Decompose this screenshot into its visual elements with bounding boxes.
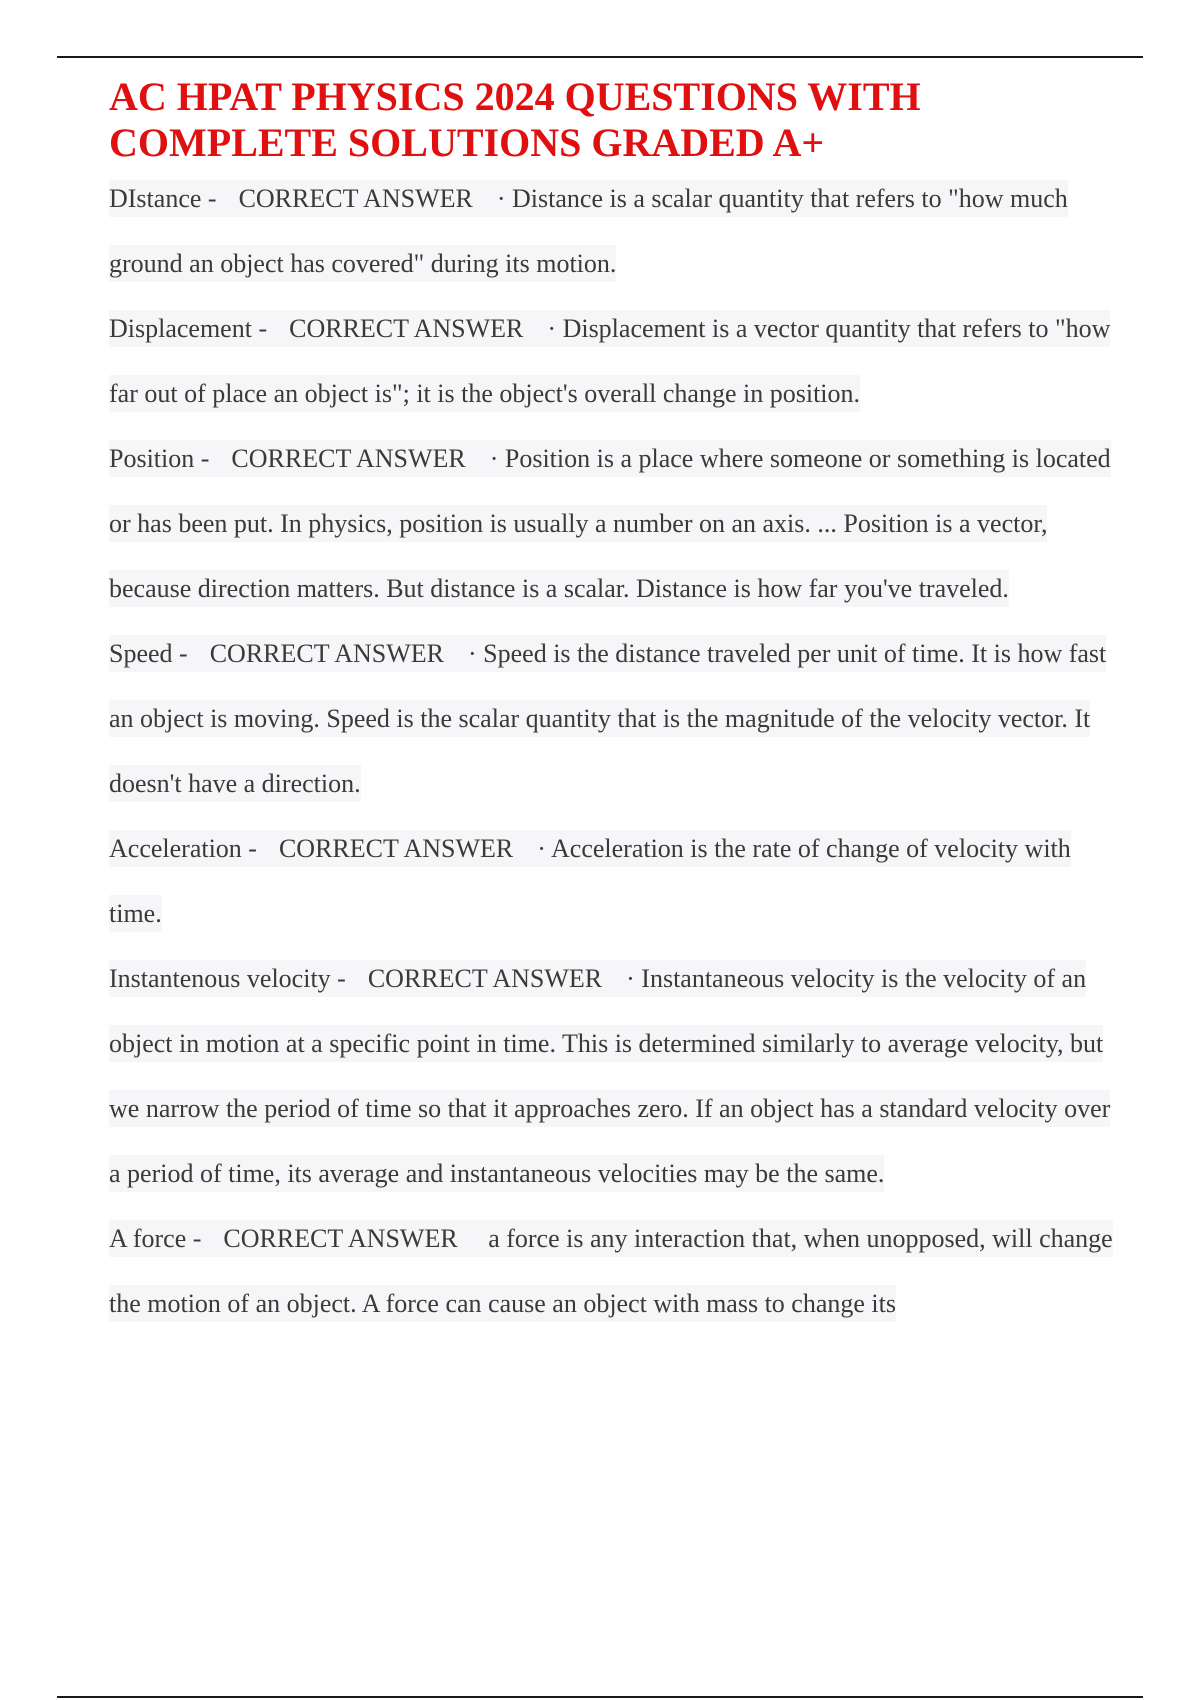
qa-entry [109, 621, 1125, 816]
qa-entry [109, 946, 1125, 1206]
answer-marker: · [547, 314, 557, 343]
qa-entry [109, 1206, 1125, 1336]
answer-label: CORRECT ANSWER [289, 314, 524, 343]
entry-definition: Displacement is a vector quantity that refers to "how far out of place an object is"; it is the object's overall change in position. [109, 314, 1111, 408]
entry-definition: Acceleration is the rate of change of velocity with time. [109, 834, 1071, 928]
entry-term: Instantenous velocity - [109, 964, 346, 993]
answer-label: CORRECT ANSWER [223, 1224, 458, 1253]
answer-label: CORRECT ANSWER [278, 834, 514, 863]
top-rule [57, 56, 1143, 58]
answer-marker: · [537, 834, 546, 863]
entry-term: Displacement - [109, 314, 268, 343]
entry-term: Position - [109, 444, 210, 473]
entry-term: Speed - [109, 639, 188, 668]
answer-marker: · [626, 964, 635, 993]
bottom-rule [57, 1696, 1143, 1698]
document-title: AC HPAT PHYSICS 2024 QUESTIONS WITH COMPLETE SOLUTIONS GRADED A+ [109, 74, 921, 165]
entry-definition: Speed is the distance traveled per unit of time. It is how fast an object is moving. Speed is the scalar quantity that is the magnitude of the velocity vector. It doesn't have a direction. [109, 639, 1107, 798]
qa-list [109, 166, 1125, 1336]
entry-term: DIstance - [109, 184, 217, 213]
answer-label: CORRECT ANSWER [238, 184, 473, 213]
entry-term: Acceleration - [109, 834, 257, 863]
answer-label: CORRECT ANSWER [367, 964, 603, 993]
qa-entry [109, 426, 1125, 621]
answer-marker: · [467, 639, 477, 668]
document-body [109, 74, 1125, 1336]
qa-entry [109, 816, 1125, 946]
qa-entry [109, 296, 1125, 426]
entry-definition: Distance is a scalar quantity that refers to "how much ground an object has covered" during its motion. [109, 184, 1068, 278]
answer-marker: · [496, 184, 506, 213]
entry-definition: a force is any interaction that, when unopposed, will change the motion of an object. A force can cause an object with mass to change its [109, 1224, 1113, 1318]
answer-marker: · [489, 444, 499, 473]
entry-term: A force - [109, 1224, 202, 1253]
entry-definition: Instantaneous velocity is the velocity of an object in motion at a specific point in time. This is determined similarly to average velocity, but we narrow the period of time so that it approaches zero. If an object has a standard velocity over a period of time, its average and instantaneous velocities may be the same. [109, 964, 1111, 1188]
entry-definition: Position is a place where someone or something is located or has been put. In physics, position is usually a number on an axis. ... Position is a vector, because direction matters. But distance is a scalar. Distance is how far you've traveled. [109, 444, 1111, 603]
answer-label: CORRECT ANSWER [231, 444, 466, 473]
qa-entry [109, 166, 1125, 296]
answer-label: CORRECT ANSWER [209, 639, 444, 668]
